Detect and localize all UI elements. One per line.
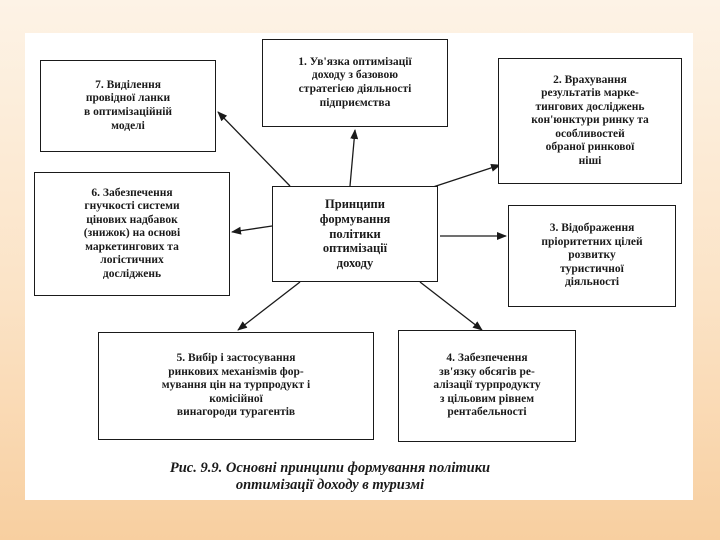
- principle-2-line: кон'юнктури ринку та: [531, 114, 649, 127]
- arrow-to-principle-5: [238, 282, 300, 330]
- principle-6-box: [34, 172, 230, 296]
- principle-5-line: ринкових механізмів фор-: [168, 365, 304, 378]
- arrow-to-principle-4: [420, 282, 482, 330]
- principle-3-line: розвитку: [568, 249, 616, 262]
- principle-4-line: зв'язку обсягів ре-: [439, 365, 535, 378]
- caption-line-1: Рис. 9.9. Основні принципи формування політики: [169, 460, 491, 476]
- principle-3-line: 3. Відображення: [549, 222, 635, 235]
- principle-4-line: 4. Забезпечення: [446, 352, 528, 365]
- principle-3-line: діяльності: [564, 276, 620, 289]
- principle-1-line: доходу з базовою: [311, 69, 399, 82]
- central-principles-box: [272, 186, 438, 282]
- principle-6-line: досліджень: [102, 267, 162, 280]
- principle-2-line: результатів марке-: [541, 87, 639, 100]
- principle-3-box: [508, 205, 676, 307]
- principle-2-line: тингових досліджень: [535, 100, 645, 113]
- central-title-line: формування: [319, 211, 391, 226]
- principle-2-line: особливостей: [555, 127, 625, 140]
- figure-caption: [90, 460, 570, 495]
- principle-2-line: обраної ринкової: [545, 141, 635, 154]
- principle-4-line: рентабельності: [447, 406, 527, 419]
- principle-5-line: 5. Вибір і застосування: [176, 352, 296, 365]
- principle-2-line: ніші: [578, 154, 602, 167]
- principle-4-line: з цільовим рівнем: [439, 392, 535, 405]
- principle-5-line: мування цін на турпродукт і: [161, 379, 311, 392]
- principle-5-line: комісійної: [209, 392, 263, 405]
- principle-5-box: [98, 332, 374, 440]
- arrow-to-principle-6: [232, 226, 272, 232]
- principle-4-line: алізації турпродукту: [433, 379, 541, 392]
- principle-2-line: 2. Врахування: [553, 73, 627, 86]
- caption-line-2: оптимізації доходу в туризмі: [235, 477, 425, 494]
- principle-5-line: винагороди турагентів: [176, 406, 296, 419]
- arrow-to-principle-1: [350, 130, 355, 186]
- principle-7-line: 7. Виділення: [95, 78, 161, 91]
- central-title-line: оптимізації: [322, 241, 388, 256]
- principle-7-line: провідної ланки: [85, 92, 171, 105]
- principle-3-line: пріоритетних цілей: [541, 235, 643, 248]
- principle-1-line: підприємства: [319, 96, 391, 109]
- principle-1-line: 1. Ув'язка оптимізації: [298, 55, 412, 68]
- principle-6-line: маркетингових та: [85, 240, 179, 253]
- arrow-to-principle-2: [430, 165, 500, 188]
- principle-2-box: [498, 58, 682, 184]
- principle-3-line: туристичної: [560, 262, 624, 275]
- principle-6-line: логістичних: [100, 254, 164, 267]
- principle-6-line: гнучкості системи: [84, 200, 180, 213]
- principle-7-line: в оптимізаційній: [83, 106, 173, 118]
- principle-6-line: (знижок) на основі: [83, 227, 181, 240]
- principle-7-box: [40, 60, 216, 152]
- central-title-line: політики: [329, 226, 381, 241]
- principle-4-box: [398, 330, 576, 442]
- central-title-line: Принципи: [325, 197, 385, 212]
- principle-1-box: [262, 39, 448, 127]
- principle-7-line: моделі: [111, 119, 145, 132]
- principle-6-line: 6. Забезпечення: [91, 186, 173, 199]
- principle-6-line: цінових надбавок: [86, 213, 178, 226]
- central-title-line: доходу: [336, 256, 374, 271]
- principle-1-line: стратегією діяльності: [298, 83, 412, 95]
